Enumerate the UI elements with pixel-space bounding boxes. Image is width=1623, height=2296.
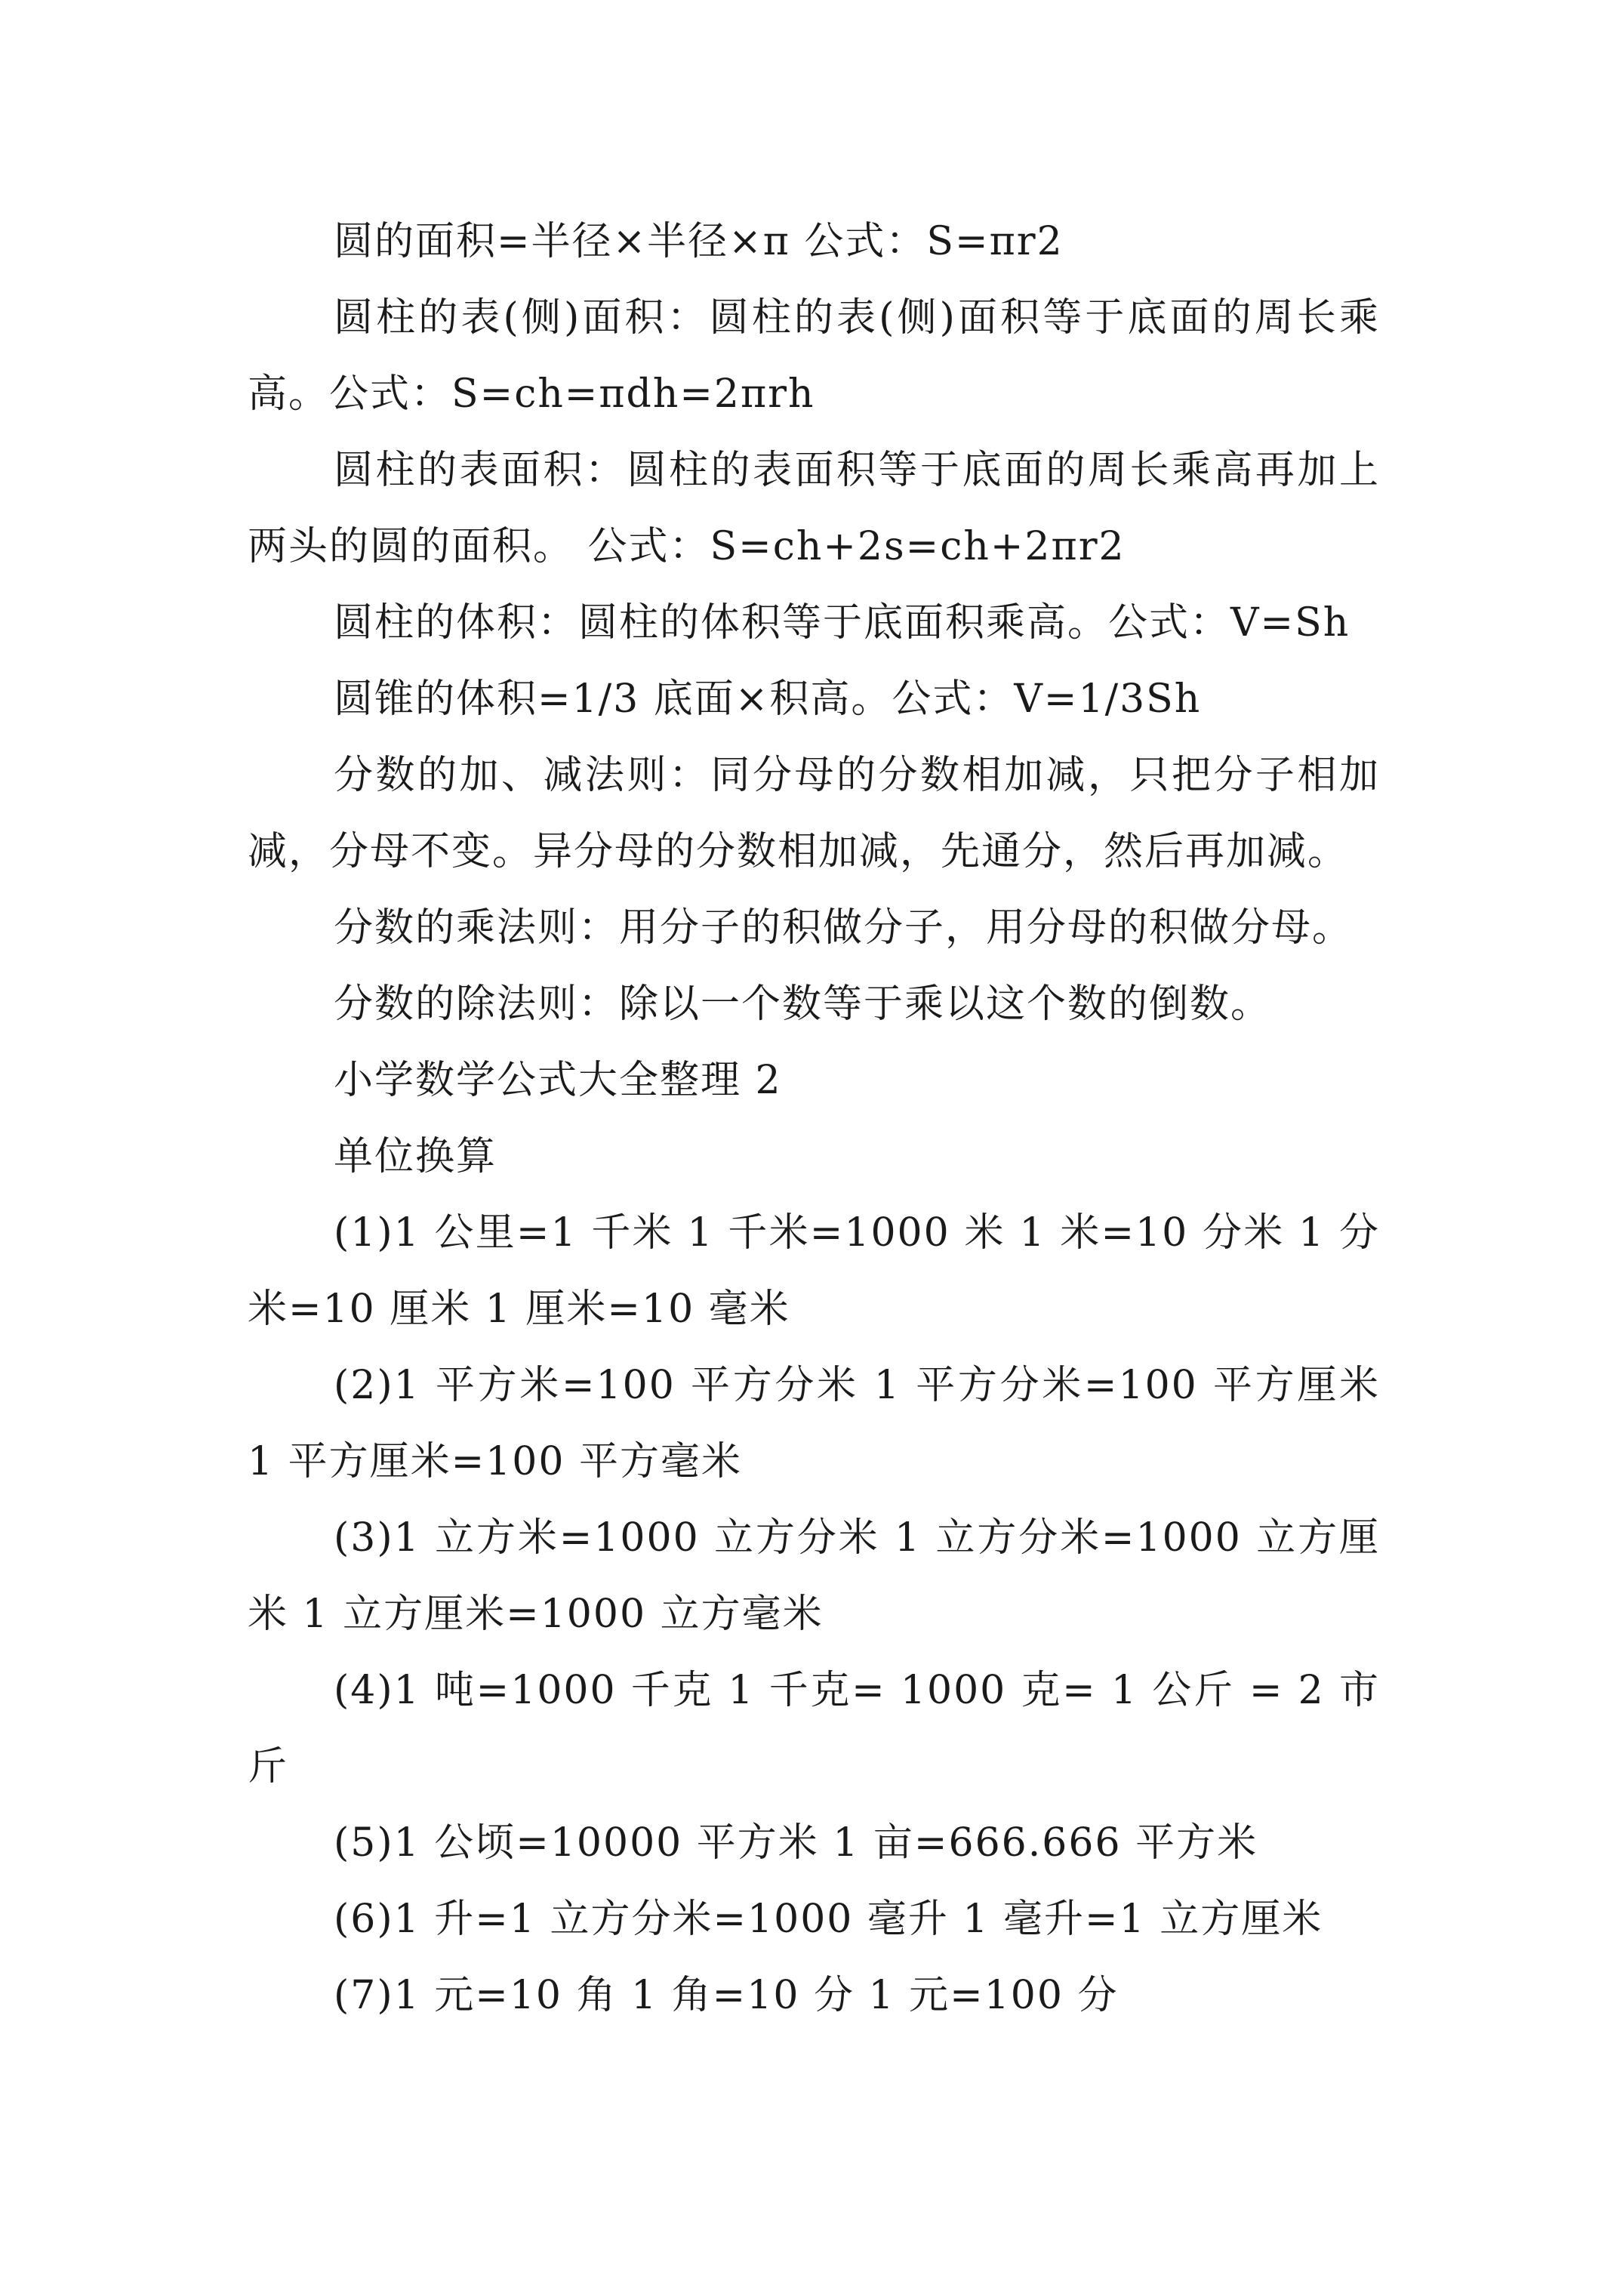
- document-body: [248, 204, 1380, 2034]
- paragraph-cylinder-volume: 圆柱的体积：圆柱的体积等于底面积乘高。公式：V=Sh: [334, 600, 1350, 646]
- paragraph-cylinder-lateral-area: 圆柱的表(侧)面积：圆柱的表(侧)面积等于底面的周长乘高。公式：S=ch=πdh=2πrh: [248, 295, 1380, 417]
- paragraph-fraction-add-subtract: 分数的加、减法则：同分母的分数相加减，只把分子相加减，分母不变。异分母的分数相加减，先通分，然后再加减。: [248, 753, 1380, 874]
- list-item-length-units: (1)1 公里=1 千米 1 千米=1000 米 1 米=10 分米 1 分米=10 厘米 1 厘米=10 毫米: [248, 1210, 1380, 1332]
- list-item-volume-units: (3)1 立方米=1000 立方分米 1 立方分米=1000 立方厘米 1 立方厘米=1000 立方毫米: [248, 1515, 1380, 1637]
- list-item-mass-units: (4)1 吨=1000 千克 1 千克= 1000 克= 1 公斤 = 2 市斤: [248, 1668, 1380, 1789]
- list-item-currency-units: (7)1 元=10 角 1 角=10 分 1 元=100 分: [334, 1973, 1119, 2018]
- paragraph-fraction-multiply: 分数的乘法则：用分子的积做分子，用分母的积做分母。: [334, 905, 1354, 951]
- paragraph-circle-area: 圆的面积=半径×半径×π 公式：S=πr2: [334, 219, 1064, 264]
- section-heading: 小学数学公式大全整理 2: [334, 1058, 782, 1103]
- paragraph-fraction-divide: 分数的除法则：除以一个数等于乘以这个数的倒数。: [334, 982, 1272, 1027]
- list-item-land-area-units: (5)1 公顷=10000 平方米 1 亩=666.666 平方米: [334, 1820, 1258, 1866]
- subsection-heading: 单位换算: [334, 1134, 497, 1179]
- list-item-area-units: (2)1 平方米=100 平方分米 1 平方分米=100 平方厘米 1 平方厘米=100 平方毫米: [248, 1363, 1380, 1484]
- paragraph-cylinder-surface-area: 圆柱的表面积：圆柱的表面积等于底面的周长乘高再加上两头的圆的面积。 公式：S=ch+2s=ch+2πr2: [248, 448, 1380, 569]
- list-item-capacity-units: (6)1 升=1 立方分米=1000 毫升 1 毫升=1 立方厘米: [334, 1897, 1323, 1942]
- paragraph-cone-volume: 圆锥的体积=1/3 底面×积高。公式：V=1/3Sh: [334, 676, 1202, 722]
